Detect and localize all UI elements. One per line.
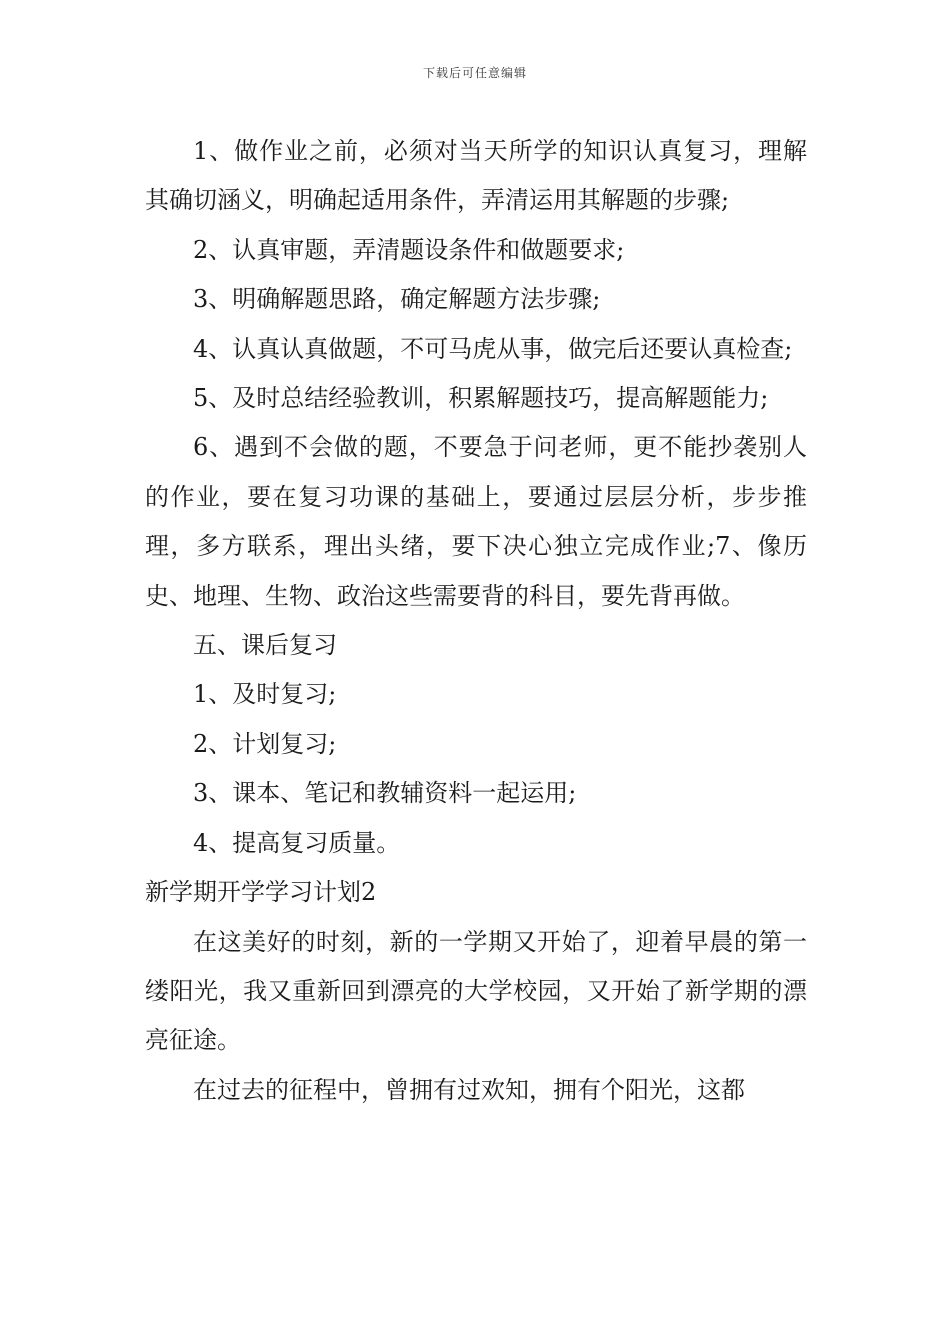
paragraph-homework-step-6-7: 6、遇到不会做的题，不要急于问老师，更不能抄袭别人的作业，要在复习功课的基础上，要通过层层分析，步步推理，多方联系，理出头绪，要下决心独立完成作业;7、像历史、地理、生物、政治这些需要背的科目，要先背再做。 bbox=[145, 433, 807, 610]
document-section-title: 新学期开学学习计划2 bbox=[145, 878, 377, 907]
paragraph-review-step-2: 2、计划复习; bbox=[193, 729, 337, 758]
paragraph-review-step-3: 3、课本、笔记和教辅资料一起运用; bbox=[193, 779, 577, 808]
paragraph-homework-step-5: 5、及时总结经验教训，积累解题技巧，提高解题能力; bbox=[193, 384, 769, 413]
paragraph-homework-step-1: 1、做作业之前，必须对当天所学的知识认真复习，理解其确切涵义，明确起适用条件，弄清运用其解题的步骤; bbox=[145, 137, 807, 215]
paragraph-intro: 在这美好的时刻，新的一学期又开始了，迎着早晨的第一缕阳光，我又重新回到漂亮的大学校园，又开始了新学期的漂亮征途。 bbox=[145, 927, 807, 1055]
paragraph-review-step-4: 4、提高复习质量。 bbox=[193, 828, 401, 857]
paragraph-homework-step-4: 4、认真认真做题，不可马虎从事，做完后还要认真检查; bbox=[193, 334, 793, 363]
paragraph-review-step-1: 1、及时复习; bbox=[193, 680, 337, 709]
page-header: 下载后可任意编辑 bbox=[422, 66, 527, 80]
paragraph-homework-step-2: 2、认真审题，弄清题设条件和做题要求; bbox=[193, 235, 625, 264]
paragraph-homework-step-3: 3、明确解题思路，确定解题方法步骤; bbox=[193, 285, 601, 314]
section-heading-review: 五、课后复习 bbox=[193, 631, 337, 660]
document-body bbox=[145, 127, 807, 1115]
paragraph-past: 在过去的征程中，曾拥有过欢知，拥有个阳光，这都 bbox=[193, 1075, 745, 1104]
